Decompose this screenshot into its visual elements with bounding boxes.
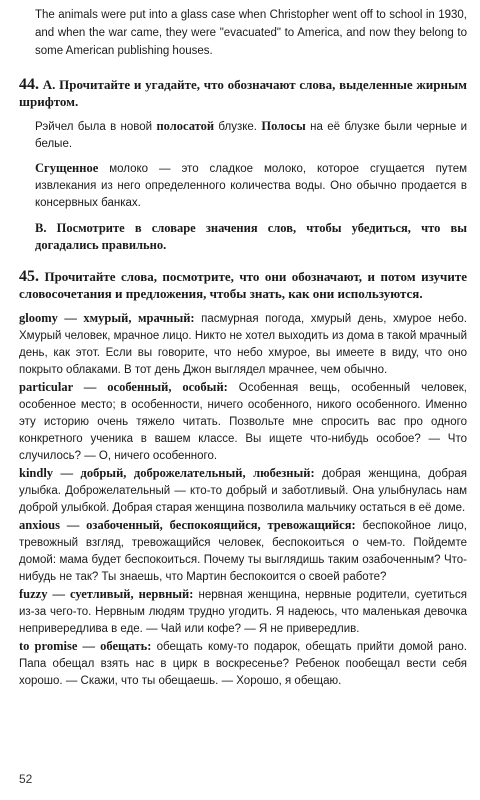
text-fragment: на её блузке были черные и белые. xyxy=(35,121,467,150)
text-fragment: молоко — это сладкое молоко, которое сгущается путем извлекания из него определенного количества воды. Оно обычно продается в консервных банках. xyxy=(35,163,467,209)
exercise-44-task-b: В. Посмотрите в словаре значения слов, чтобы убедиться, что вы догадались правильно. xyxy=(35,221,467,252)
vocab-term: fuzzy — суетливый, нервный: xyxy=(19,587,194,601)
vocab-entry-particular xyxy=(19,379,467,465)
exercise-44-instruction: А. Прочитайте и угадайте, что обозначают слова, выделенные жирным шрифтом. xyxy=(19,77,468,109)
bold-word: Сгущенное xyxy=(35,161,99,175)
vocab-text: добрая женщина, добрая улыбка. Доброжелательный — кто-то добрый и заботливый. Она улыбнулась нам доброй улыбкой. Добрая старая женщина позволила мальчику остаться в её доме. xyxy=(19,468,467,514)
vocab-text: пасмурная погода, хмурый день, хмурое небо. Хмурый человек, мрачное лицо. Никто не хотел выходить из дома в такой мрачный день, как этот. Если вы говорите, что небо хмурое, вы имеете в виду, что оно покрыто облаками. В тот день Джон выглядел мрачнее, чем обычно. xyxy=(19,313,468,376)
intro-paragraph: The animals were put into a glass case when Christopher went off to school in 1930, and when the war came, they were "evacuated" to America, and now they belong to some American publishing houses. xyxy=(35,9,467,57)
vocab-term: particular — особенный, особый: xyxy=(19,380,228,394)
bold-word: Полосы xyxy=(261,119,306,133)
vocab-text: обещать кому-то подарок, обещать прийти домой рано. Папа обещал взять нас в цирк в воскресенье? Ребенок пообещал вести себя хорошо. — Скажи, что ты обещаешь. — Хорошо, я обещаю. xyxy=(19,641,468,687)
exercise-45-number: 45. xyxy=(19,268,39,285)
page-number: 52 xyxy=(19,772,33,786)
vocab-entry-gloomy xyxy=(19,310,467,379)
exercise-44-number: 44. xyxy=(19,76,39,93)
vocab-entry-fuzzy xyxy=(19,586,467,638)
book-page xyxy=(19,6,467,690)
exercise-45-heading xyxy=(19,268,467,302)
vocab-text: беспокойное лицо, тревожный взгляд, тревожащийся человек, беспокоиться о чем-то. Пойдемте домой: мама будет беспокоиться. Почему ты выглядишь таким озабоченным? Что-нибудь не так? Ты знаешь, что Мартин беспокоится о своей работе? xyxy=(19,520,468,583)
vocab-entry-anxious xyxy=(19,517,467,586)
exercise-44-heading xyxy=(19,76,467,110)
exercise-45-instruction: Прочитайте слова, посмотрите, что они обозначают, и потом изучите словосочетания и предложения, чтобы знать, как они используются. xyxy=(19,269,467,301)
bold-word: полосатой xyxy=(156,119,215,133)
exercise-44-paragraph-2 xyxy=(19,160,467,212)
vocab-entry-kindly xyxy=(19,465,467,517)
vocab-entry-to-promise xyxy=(19,638,467,690)
text-fragment: Рэйчел была в новой xyxy=(35,121,157,133)
vocab-term: kindly — добрый, доброжелательный, любезный: xyxy=(19,466,315,480)
exercise-44-paragraph-1 xyxy=(19,118,467,153)
vocab-text: Особенная вещь, особенный человек, особенное место; в особенности, ничего особенного, никого особенного. Именно эту историю очень тяжело читать. Позвольте мне спросить вас про одного конкретного ученика в вашем классе. Вы ищете что-нибудь особое? — Что случилось? — О, ничего особенного. xyxy=(19,382,467,462)
vocab-term: to promise — обещать: xyxy=(19,639,152,653)
vocab-term: anxious — озабоченный, беспокоящийся, тревожащийся: xyxy=(19,518,356,532)
vocab-term: gloomy — хмурый, мрачный: xyxy=(19,311,195,325)
vocab-text: нервная женщина, нервные родители, суетиться из-за чего-то. Нервным людям трудно угодить. Я надеюсь, что маленькая девочка непривередлива в еде. — Чай или кофе? — Я не привередлив. xyxy=(19,589,467,635)
text-fragment: блузке. xyxy=(214,121,262,133)
